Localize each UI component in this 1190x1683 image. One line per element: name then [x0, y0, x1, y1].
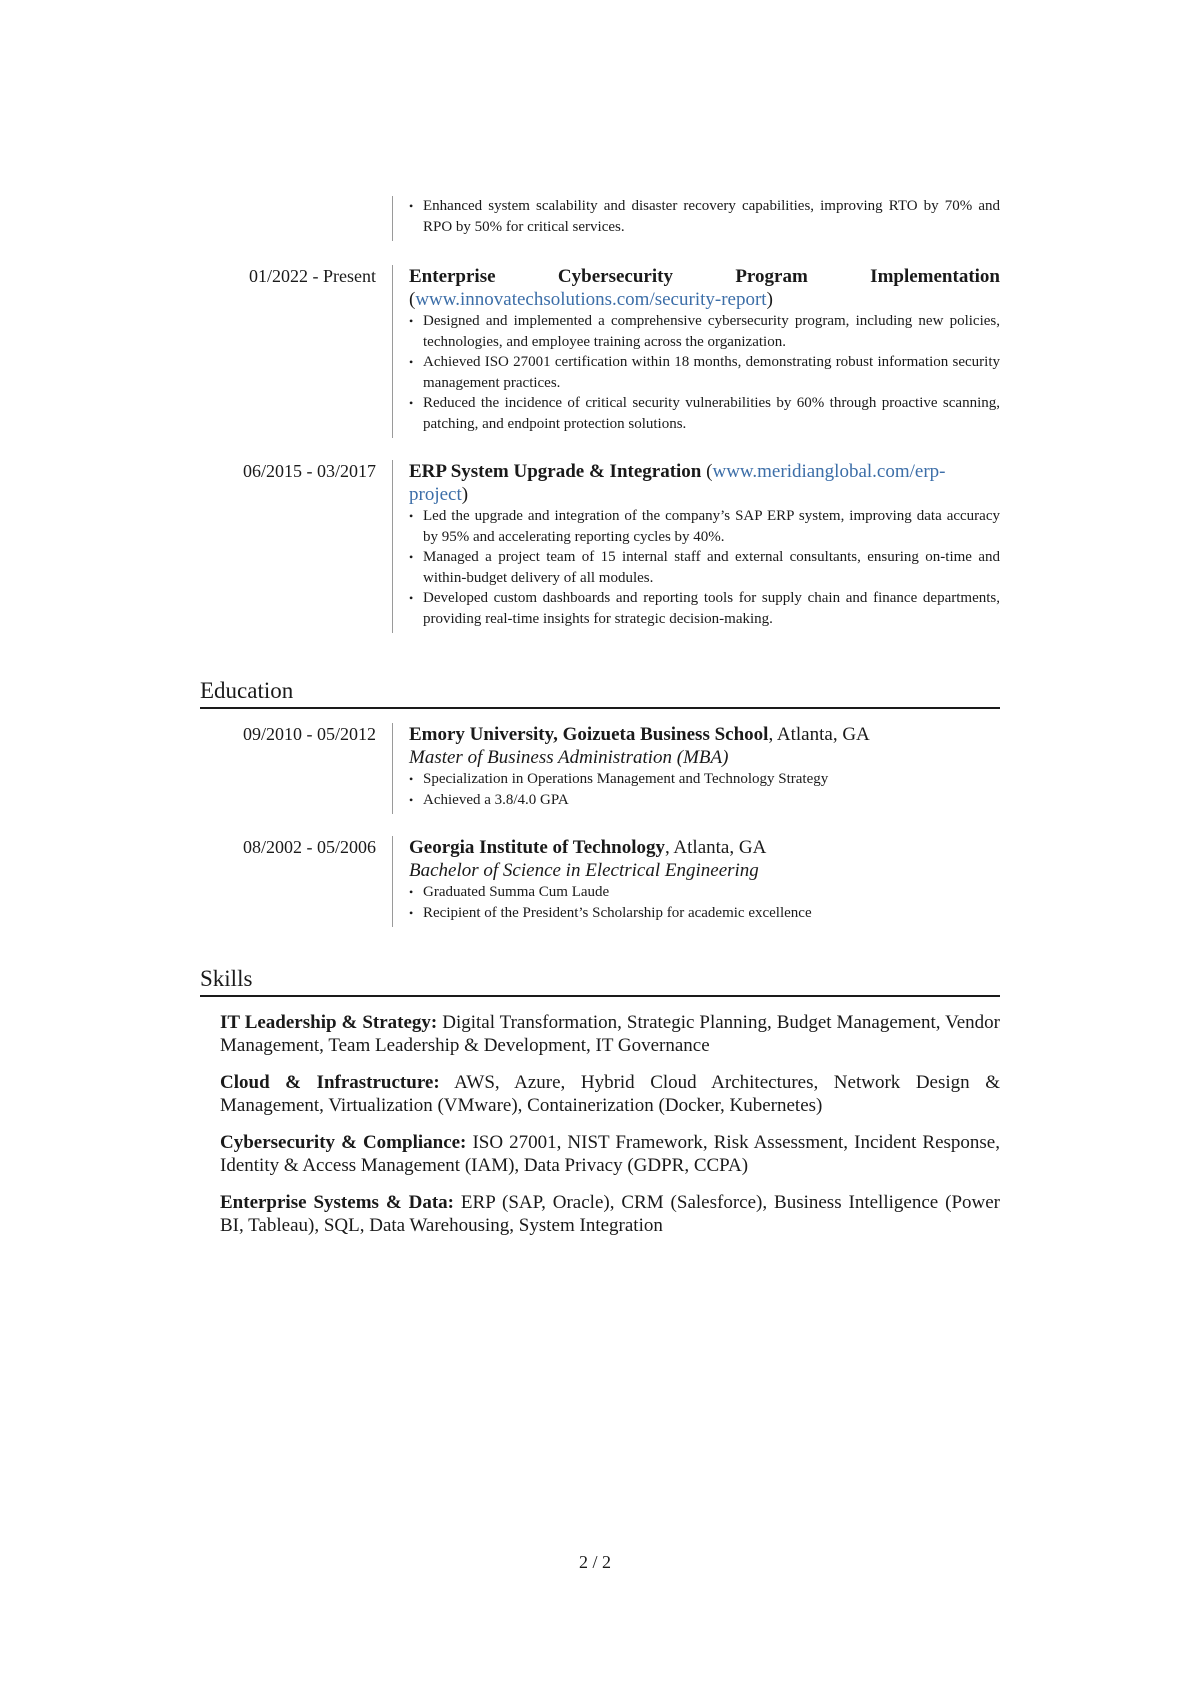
entry-date: 06/2015 - 03/2017: [243, 461, 376, 481]
bullet-item: • Designed and implemented a comprehensive cybersecurity program, including new policies, technologies, and employee training across the organization.: [409, 311, 1000, 352]
bullet-item: • Achieved a 3.8/4.0 GPA: [409, 790, 1000, 811]
bullet-item: • Reduced the incidence of critical security vulnerabilities by 60% through proactive scanning, patching, and endpoint protection solutions.: [409, 393, 1000, 434]
degree: Master of Business Administration (MBA): [409, 747, 729, 768]
bullet-item: • Led the upgrade and integration of the company’s SAP ERP system, improving data accuracy by 95% and accelerating reporting cycles by 40%.: [409, 506, 1000, 547]
section-title: Education: [200, 677, 1000, 709]
entry-body: [392, 723, 1000, 814]
bullet-list: [409, 882, 1000, 923]
bullet-item: • Achieved ISO 27001 certification within 18 months, demonstrating robust information security management practices.: [409, 352, 1000, 393]
experience-entry: [200, 265, 1000, 438]
bullet-list: [409, 506, 1000, 629]
project-link-line: (www.innovatechsolutions.com/security-report): [409, 289, 773, 310]
skill-text: Digital Transformation, Strategic Planning, Budget Management, Vendor Management, Team Leadership & Development, IT Governance: [220, 1012, 1001, 1056]
resume-page: [200, 196, 1000, 1251]
project-title: Enterprise Cybersecurity Program Implementation: [409, 266, 1000, 287]
institution-line: [409, 723, 1000, 746]
entry-body: [392, 460, 1000, 633]
skill-group: [220, 1191, 1000, 1237]
bullet-item: • Enhanced system scalability and disaster recovery capabilities, improving RTO by 70% and RPO by 50% for critical services.: [409, 196, 1000, 237]
skills-section: [200, 965, 1000, 1237]
entry-date: [200, 196, 392, 241]
degree: Bachelor of Science in Electrical Engineering: [409, 860, 759, 881]
skill-label: Cybersecurity & Compliance:: [220, 1132, 467, 1153]
education-entry: [200, 723, 1000, 814]
skill-group: [220, 1131, 1000, 1177]
skills-list: [200, 1011, 1000, 1237]
skill-group: [220, 1071, 1000, 1117]
skill-label: Enterprise Systems & Data:: [220, 1192, 454, 1213]
skill-group: [220, 1011, 1000, 1057]
education-entry: [200, 836, 1000, 927]
skill-text: AWS, Azure, Hybrid Cloud Architectures, Network Design & Management, Virtualization (VMware), Containerization (Docker, Kubernetes): [220, 1072, 1000, 1116]
bullet-item: • Developed custom dashboards and reporting tools for supply chain and finance departments, providing real-time insights for strategic decision-making.: [409, 588, 1000, 629]
bullet-item: • Managed a project team of 15 internal staff and external consultants, ensuring on-time and within-budget delivery of all modules.: [409, 547, 1000, 588]
entry-date: 08/2002 - 05/2006: [243, 837, 376, 857]
project-title: ERP System Upgrade & Integration (www.meridianglobal.com/erp-project): [409, 461, 946, 505]
bullet-list: [409, 196, 1000, 237]
experience-entry: [200, 196, 1000, 241]
project-link[interactable]: www.innovatechsolutions.com/security-report: [415, 289, 767, 310]
skill-text: ERP (SAP, Oracle), CRM (Salesforce), Business Intelligence (Power BI, Tableau), SQL, Data Warehousing, System Integration: [220, 1192, 1000, 1236]
entry-body: [392, 265, 1000, 438]
bullet-item: • Recipient of the President’s Scholarship for academic excellence: [409, 903, 1000, 924]
experience-entry: [200, 460, 1000, 633]
institution-name: Emory University, Goizueta Business School: [409, 724, 769, 745]
entry-date: 09/2010 - 05/2012: [243, 724, 376, 744]
skill-text: ISO 27001, NIST Framework, Risk Assessment, Incident Response, Identity & Access Management (IAM), Data Privacy (GDPR, CCPA): [220, 1132, 1000, 1176]
skill-label: IT Leadership & Strategy:: [220, 1012, 438, 1033]
education-section: [200, 677, 1000, 927]
section-title: Skills: [200, 965, 1000, 997]
skill-label: Cloud & Infrastructure:: [220, 1072, 440, 1093]
institution-name: Georgia Institute of Technology: [409, 837, 665, 858]
page-number: 2 / 2: [578, 1552, 611, 1572]
bullet-item: • Specialization in Operations Management and Technology Strategy: [409, 769, 1000, 790]
institution-line: [409, 836, 1000, 859]
entry-body: [392, 196, 1000, 241]
bullet-item: • Graduated Summa Cum Laude: [409, 882, 1000, 903]
institution-location: , Atlanta, GA: [664, 837, 767, 858]
project-link[interactable]: www.meridianglobal.com/erp-project: [409, 461, 946, 505]
bullet-list: [409, 769, 1000, 810]
institution-location: , Atlanta, GA: [768, 724, 870, 745]
bullet-list: [409, 311, 1000, 434]
entry-body: [392, 836, 1000, 927]
entry-date: 01/2022 - Present: [249, 266, 376, 286]
